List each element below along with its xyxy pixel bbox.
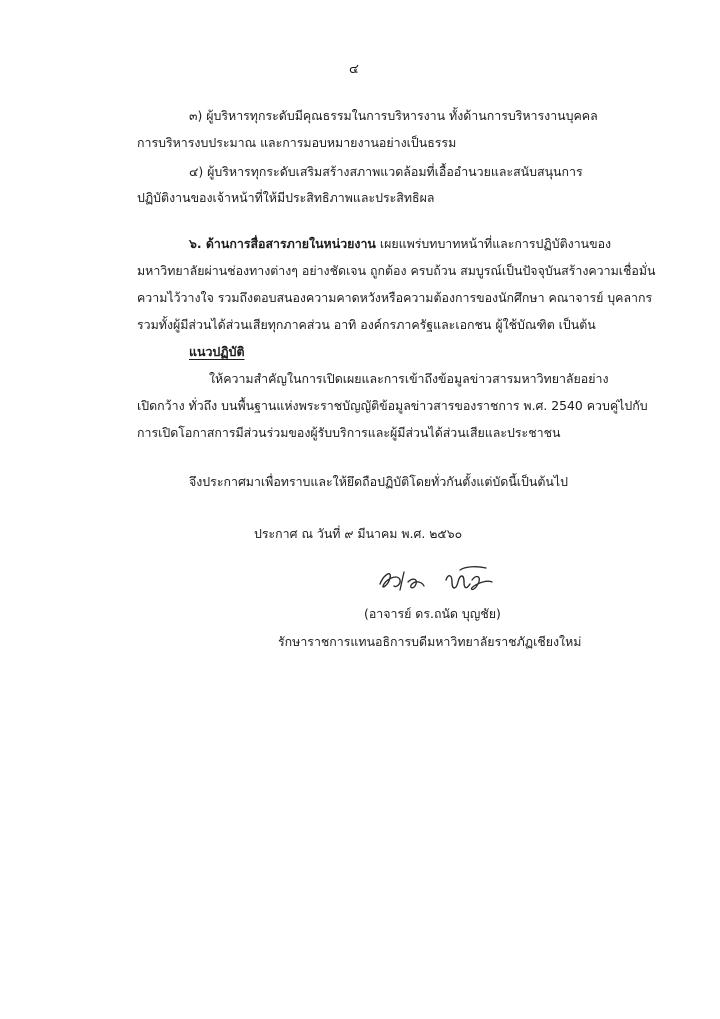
closing-statement: จึงประกาศมาเพื่อทราบและให้ยึดถือปฏิบัติโดยทั่วกันตั้งแต่บัดนี้เป็นต้นไป <box>189 474 568 489</box>
item4-line1: ๔) ผู้บริหารทุกระดับเสริมสร้างสภาพแวดล้อมที่เอื้ออำนวยและสนับสนุนการ <box>189 164 583 179</box>
item3-line1: ๓) ผู้บริหารทุกระดับมีคุณธรรมในการบริหารงาน ทั้งด้านการบริหารงานบุคคล <box>189 108 598 123</box>
guideline-line1: ให้ความสำคัญในการเปิดเผยและการเข้าถึงข้อมูลข่าวสารมหาวิทยาลัยอย่าง <box>209 371 609 386</box>
page-number: ๔ <box>349 62 359 77</box>
guideline-line3: การเปิดโอกาสการมีส่วนร่วมของผู้รับบริการและผู้มีส่วนได้ส่วนเสียและประชาชน <box>137 425 561 440</box>
item4-line2: ปฏิบัติงานของเจ้าหน้าที่ให้มีประสิทธิภาพและประสิทธิผล <box>137 190 435 205</box>
signer-title: รักษาราชการแทนอธิการบดีมหาวิทยาลัยราชภัฏเชียงใหม่ <box>278 634 582 649</box>
section6-line3: ความไว้วางใจ รวมถึงตอบสนองความคาดหวังหรือความต้องการของนักศึกษา คณาจารย์ บุคลากร <box>137 290 653 305</box>
section6-heading: ๖. ด้านการสื่อสารภายในหน่วยงาน <box>189 236 376 251</box>
section6-first-line <box>189 236 611 252</box>
announcement-date: ประกาศ ณ วันที่ ๙ มีนาคม พ.ศ. ๒๕๖๐ <box>254 526 463 541</box>
handwritten-signature <box>374 560 514 600</box>
item3-line2: การบริหารงบประมาณ และการมอบหมายงานอย่างเป็นธรรม <box>137 135 457 150</box>
section6-line2: มหาวิทยาลัยผ่านช่องทางต่างๆ อย่างชัดเจน ถูกต้อง ครบถ้วน สมบูรณ์เป็นปัจจุบันสร้างความเชื่อมั่น <box>137 263 656 278</box>
section6-line4: รวมทั้งผู้มีส่วนได้ส่วนเสียทุกภาคส่วน อาทิ องค์กรภาครัฐและเอกชน ผู้ใช้บัณฑิต เป็นต้น <box>137 317 596 332</box>
guideline-line2: เปิดกว้าง ทั่วถึง บนพื้นฐานแห่งพระราชบัญญัติข้อมูลข่าวสารของราชการ พ.ศ. 2540 ควบคู่ไปกับ <box>137 398 648 413</box>
signer-name: (อาจารย์ ดร.ถนัด บุญชัย) <box>364 606 501 621</box>
guideline-heading: แนวปฏิบัติ <box>189 344 245 359</box>
section6-line1-text: เผยแพร่บทบาทหน้าที่และการปฏิบัติงานของ <box>375 236 612 251</box>
